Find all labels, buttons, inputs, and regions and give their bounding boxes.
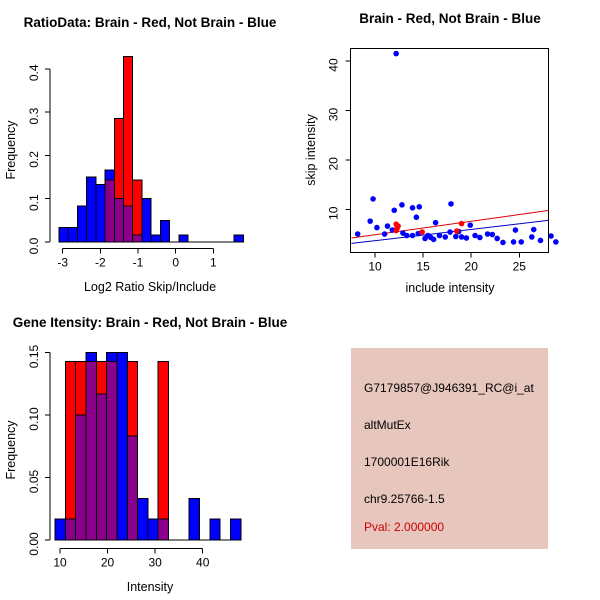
histogram-bar-overlap [65, 519, 75, 540]
histogram-bar-overlap [76, 415, 86, 540]
histogram-bar-brain [114, 118, 123, 198]
scatter-point-not-brain [355, 231, 361, 237]
histogram-bar-overlap [86, 361, 96, 540]
histogram-bar-not-brain [59, 228, 68, 242]
histogram-bar-not-brain [151, 235, 160, 242]
scatter-point-not-brain [399, 202, 405, 208]
chart-title: Brain - Red, Not Brain - Blue [359, 11, 541, 26]
chart-title: Gene Itensity: Brain - Red, Not Brain - Blue [12, 315, 288, 330]
scatter-point-not-brain [467, 222, 473, 228]
plot-box [351, 48, 549, 252]
gene-name-text: 1700001E16Rik [364, 455, 450, 469]
ratio-histogram-panel [0, 0, 300, 300]
y-tick-label: 40 [326, 58, 341, 72]
scatter-point-not-brain [448, 201, 454, 207]
y-tick-label: 0.00 [27, 532, 41, 556]
y-tick-label: 0.15 [27, 344, 41, 369]
histogram-bar-brain [133, 180, 142, 235]
histogram-bar-not-brain [87, 177, 96, 242]
scatter-point-not-brain [513, 227, 519, 233]
histogram-bar-brain [65, 361, 75, 519]
histogram-bar-brain [76, 361, 86, 415]
event-type-text: altMutEx [364, 418, 411, 432]
x-tick-label: 10 [53, 555, 67, 570]
x-tick-label: 20 [464, 259, 478, 274]
scatter-point-not-brain [464, 235, 470, 241]
scatter-point-not-brain [433, 220, 439, 226]
histogram-bar-overlap [124, 206, 133, 242]
scatter-point-brain [459, 221, 465, 227]
x-tick-label: 0 [172, 255, 180, 270]
scatter-point-not-brain [393, 51, 399, 57]
histogram-bar-overlap [114, 199, 123, 242]
y-tick-label: 0.05 [27, 469, 41, 494]
scatter-point-not-brain [485, 231, 491, 237]
scatter-point-not-brain [529, 234, 535, 240]
chart-title: RatioData: Brain - Red, Not Brain - Blue [23, 15, 277, 30]
scatter-point-not-brain [431, 237, 437, 243]
scatter-point-not-brain [518, 239, 524, 245]
x-tick-label: -1 [132, 255, 144, 270]
y-tick-label: 10 [326, 206, 341, 220]
scatter-point-not-brain [414, 214, 420, 220]
histogram-bar-brain [96, 361, 106, 394]
histogram-bar-overlap [158, 519, 168, 540]
scatter-point-not-brain [553, 239, 559, 245]
x-tick-label: 25 [512, 259, 526, 274]
histogram-bar-overlap [133, 235, 142, 242]
histogram-bar-not-brain [179, 235, 188, 242]
histogram-bar-not-brain [86, 353, 96, 362]
histogram-bar-overlap [107, 361, 117, 540]
scatter-point-not-brain [494, 236, 500, 242]
scatter-point-not-brain [367, 218, 373, 224]
scatter-point-not-brain [404, 233, 410, 239]
y-tick-label: 0.10 [27, 407, 41, 431]
histogram-bar-overlap [96, 394, 106, 540]
y-axis-label: skip intensity [304, 114, 318, 186]
scatter-point-not-brain [410, 233, 416, 239]
y-tick-label: 0.2 [27, 151, 41, 168]
x-tick-label: 10 [368, 259, 382, 274]
y-tick-label: 0.1 [27, 194, 41, 212]
x-tick-label: 30 [148, 555, 162, 570]
scatter-point-not-brain [490, 232, 496, 238]
y-tick-label: 0.0 [27, 237, 41, 255]
histogram-bar-not-brain [96, 184, 105, 242]
scatter-point-not-brain [447, 229, 453, 235]
locus-text: chr9.25766-1.5 [364, 492, 445, 506]
gene-histogram-panel [0, 300, 300, 600]
histogram-bar-brain [127, 361, 137, 435]
y-tick-label: 30 [326, 107, 341, 122]
scatter-point-not-brain [453, 234, 459, 240]
x-tick-label: 1 [209, 255, 217, 270]
probe-id-text: G7179857@J946391_RC@i_at [364, 381, 534, 395]
histogram-bar-overlap [127, 436, 137, 540]
y-tick-label: 0.4 [27, 64, 41, 82]
x-tick-label: -2 [95, 255, 106, 270]
scatter-point-brain [419, 229, 425, 235]
histogram-bar-brain [158, 361, 168, 519]
scatter-point-not-brain [477, 235, 483, 241]
histogram-bar-overlap [105, 180, 114, 242]
histogram-bar-not-brain [189, 498, 199, 540]
y-axis-label: Frequency [4, 120, 18, 180]
x-tick-label: -3 [57, 255, 69, 270]
x-tick-label: 20 [100, 555, 115, 570]
scatter-point-not-brain [511, 239, 517, 245]
histogram-bar-not-brain [234, 235, 243, 242]
scatter-point-not-brain [459, 234, 465, 240]
scatter-point-not-brain [382, 231, 388, 237]
x-tick-label: 40 [196, 555, 210, 570]
scatter-point-not-brain [442, 234, 448, 240]
y-tick-label: 0.3 [27, 107, 41, 125]
scatter-point-not-brain [416, 204, 422, 210]
x-axis-label: Intensity [126, 580, 174, 594]
scatter-point-not-brain [410, 205, 416, 211]
pval-text: Pval: 2.000000 [364, 520, 445, 534]
scatter-point-brain [395, 223, 401, 229]
histogram-bar-not-brain [68, 228, 77, 242]
histogram-bar-not-brain [138, 498, 148, 540]
scatter-point-not-brain [538, 238, 544, 244]
x-axis-label: Log2 Ratio Skip/Include [83, 280, 217, 294]
x-tick-label: 15 [416, 259, 430, 274]
scatter-point-not-brain [370, 196, 376, 202]
histogram-bar-not-brain [55, 519, 65, 540]
scatter-point-brain [454, 228, 460, 234]
histogram-bar-not-brain [107, 353, 117, 362]
scatter-point-not-brain [391, 207, 397, 213]
scatter-point-not-brain [374, 225, 380, 231]
histogram-bar-not-brain [230, 519, 240, 540]
histogram-bar-not-brain [148, 519, 158, 540]
scatter-point-not-brain [472, 233, 478, 239]
scatter-point-not-brain [548, 233, 554, 239]
y-tick-label: 20 [326, 157, 341, 171]
histogram-bar-not-brain [117, 353, 127, 541]
y-axis-label: Frequency [4, 420, 18, 480]
histogram-bar-not-brain [77, 206, 86, 242]
histogram-bar-not-brain [160, 220, 169, 242]
scatter-point-not-brain [531, 227, 537, 233]
scatter-point-not-brain [385, 223, 391, 229]
histogram-bar-not-brain [210, 519, 220, 540]
histogram-bar-not-brain [142, 199, 151, 242]
scatter-point-not-brain [500, 240, 506, 246]
info-card [351, 348, 548, 549]
intensity-scatter-panel [300, 0, 600, 300]
scatter-point-not-brain [437, 233, 443, 239]
x-axis-label: include intensity [405, 281, 495, 295]
histogram-bar-not-brain [105, 170, 114, 180]
histogram-bar-brain [124, 56, 133, 205]
info-panel [300, 300, 600, 600]
